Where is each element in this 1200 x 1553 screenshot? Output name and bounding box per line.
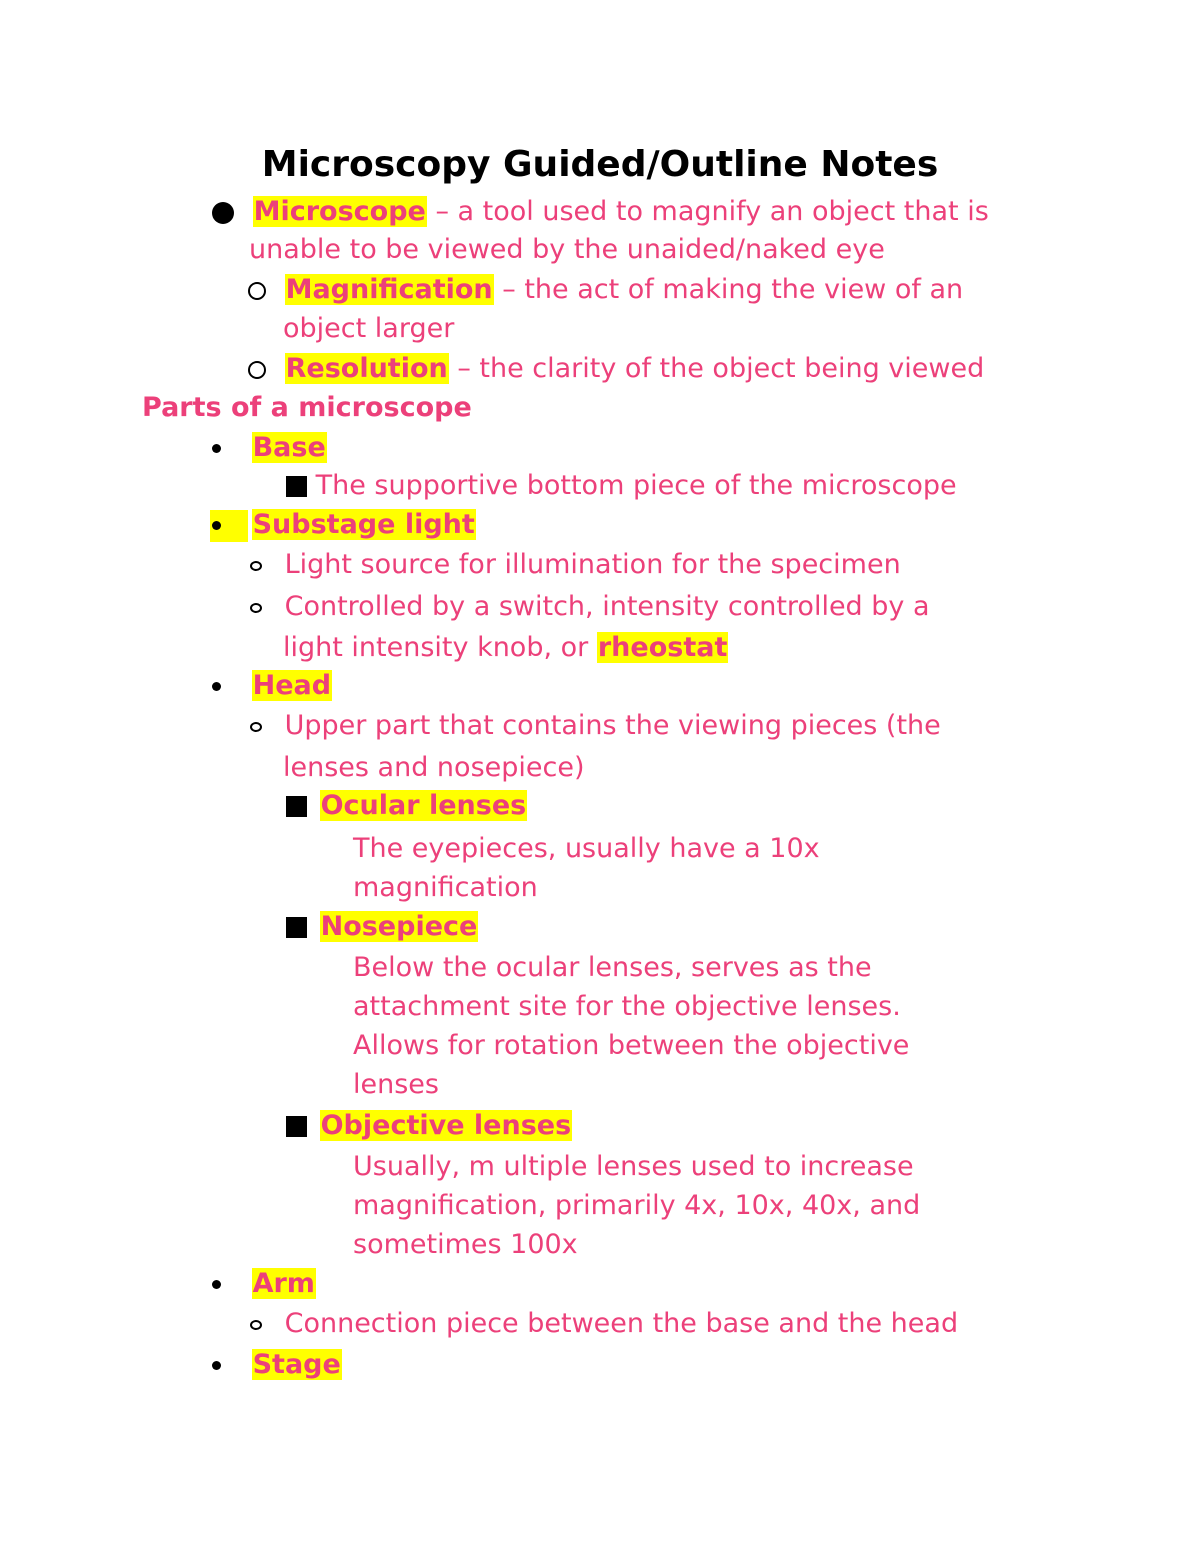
definition-text: – the clarity of the object being viewed <box>448 353 985 384</box>
term-magnification: Magnification <box>285 274 493 305</box>
filled-circle-bullet-icon <box>212 202 234 224</box>
sub-item-substage-desc1 <box>250 547 901 583</box>
sub-item-arm-desc <box>250 1306 958 1342</box>
dot-bullet-icon <box>212 521 221 530</box>
nosepiece-description-2: attachment site for the objective lenses. <box>353 991 901 1022</box>
objective-description-2: magnification, primarily 4x, 10x, 40x, and <box>353 1190 921 1221</box>
definition-text: – a tool used to magnify an object that is <box>426 196 989 227</box>
term-resolution: Resolution <box>285 353 448 384</box>
list-item-magnification <box>248 272 963 308</box>
nosepiece-description-1: Below the ocular lenses, serves as the <box>353 952 872 983</box>
term-substage-light: Substage light <box>252 509 475 540</box>
section-heading: Parts of a microscope <box>142 392 472 423</box>
definition-continuation: object larger <box>283 313 455 344</box>
objective-description-1: Usually, m ultiple lenses used to increase <box>353 1151 914 1182</box>
square-bullet-icon <box>286 1116 307 1137</box>
term-ocular-lenses: Ocular lenses <box>320 790 527 821</box>
term-nosepiece: Nosepiece <box>320 911 478 942</box>
square-bullet-icon <box>286 796 307 817</box>
small-circle-bullet-icon <box>250 603 262 613</box>
small-circle-bullet-icon <box>250 561 262 571</box>
ocular-description-1: The eyepieces, usually have a 10x <box>353 833 820 864</box>
list-item-head <box>212 668 332 704</box>
small-circle-bullet-icon <box>250 722 262 732</box>
list-item-substage-light <box>212 507 476 543</box>
term-rheostat: rheostat <box>597 632 728 663</box>
substage-description-2b: light intensity knob, or <box>283 632 597 663</box>
term-stage: Stage <box>252 1349 341 1380</box>
sub-item-nosepiece <box>286 909 478 945</box>
small-circle-bullet-icon <box>250 1320 262 1330</box>
list-item-base <box>212 430 327 466</box>
square-bullet-icon <box>286 476 307 497</box>
list-item-arm <box>212 1266 316 1302</box>
term-arm: Arm <box>252 1268 315 1299</box>
term-microscope: Microscope <box>253 196 426 227</box>
objective-description-3: sometimes 100x <box>353 1229 578 1260</box>
page-title: Microscopy Guided/Outline Notes <box>261 144 939 185</box>
list-item-resolution <box>248 351 984 387</box>
term-objective-lenses: Objective lenses <box>320 1110 572 1141</box>
hollow-circle-bullet-icon <box>248 282 266 300</box>
nosepiece-description-4: lenses <box>353 1069 439 1100</box>
arm-description: Connection piece between the base and the head <box>284 1308 959 1339</box>
sub-item-substage-desc2 <box>250 589 930 625</box>
definition-continuation: unable to be viewed by the unaided/naked eye <box>249 234 885 265</box>
ocular-description-2: magnification <box>353 872 538 903</box>
sub-item-objective-lenses <box>286 1108 572 1144</box>
substage-description-2: Controlled by a switch, intensity controlled by a <box>284 591 930 622</box>
nosepiece-description-3: Allows for rotation between the objective <box>353 1030 910 1061</box>
base-description: The supportive bottom piece of the microscope <box>315 470 957 501</box>
sub-item-head-desc <box>250 708 941 744</box>
term-head: Head <box>252 670 332 701</box>
list-item-stage <box>212 1347 342 1383</box>
dot-bullet-icon <box>212 682 221 691</box>
list-item-microscope <box>212 194 989 230</box>
head-description: Upper part that contains the viewing pieces (the <box>284 710 941 741</box>
sub-item-base-desc <box>286 468 957 504</box>
square-bullet-icon <box>286 917 307 938</box>
hollow-circle-bullet-icon <box>248 361 266 379</box>
substage-description-1: Light source for illumination for the specimen <box>284 549 901 580</box>
substage-description-2-cont <box>283 630 728 666</box>
sub-item-ocular-lenses <box>286 788 527 824</box>
term-base: Base <box>252 432 326 463</box>
dot-bullet-icon <box>212 1361 221 1370</box>
dot-bullet-icon <box>212 1280 221 1289</box>
dot-bullet-icon <box>212 444 221 453</box>
head-description-cont: lenses and nosepiece) <box>283 752 585 783</box>
definition-text: – the act of making the view of an <box>493 274 964 305</box>
